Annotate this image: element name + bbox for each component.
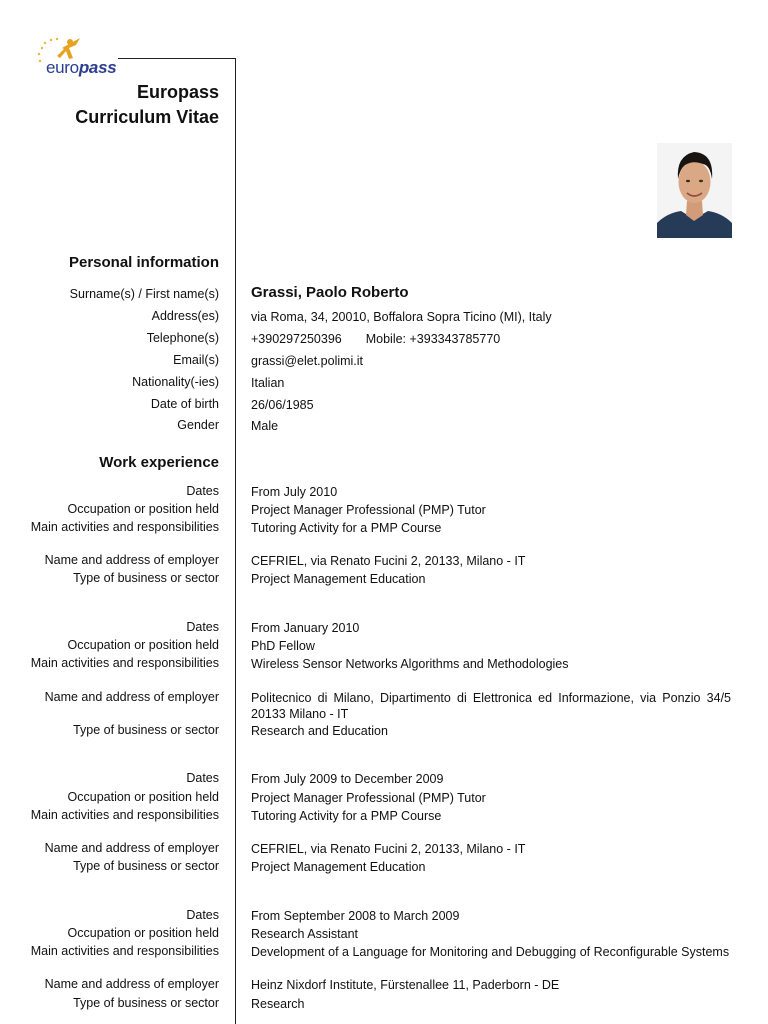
email-label: Email(s) xyxy=(173,353,219,367)
entry-employer: CEFRIEL, via Renato Fucini 2, 20133, Milano - IT xyxy=(251,554,526,568)
activities-label: Main activities and responsibilities xyxy=(30,944,219,958)
occupation-label: Occupation or position held xyxy=(67,502,219,516)
entry-occupation: Project Manager Professional (PMP) Tutor xyxy=(251,503,486,517)
entry-sector: Research xyxy=(251,997,305,1011)
gender-label: Gender xyxy=(177,418,219,432)
entry-employer: Politecnico di Milano, Dipartimento di Elettronica ed Informazione, via Ponzio 34/5 20133 Milano - IT xyxy=(251,691,731,721)
entry-employer: Heinz Nixdorf Institute, Fürstenallee 11, Paderborn - DE xyxy=(251,978,560,992)
address-label: Address(es) xyxy=(151,309,219,323)
header-rule xyxy=(118,58,236,59)
sector-label: Type of business or sector xyxy=(73,571,219,585)
mobile-number: Mobile: +393343785770 xyxy=(365,332,501,346)
sector-label: Type of business or sector xyxy=(73,859,219,873)
activities-label: Main activities and responsibilities xyxy=(30,520,219,534)
dates-label: Dates xyxy=(186,771,219,785)
europass-logo xyxy=(36,34,126,80)
dates-label: Dates xyxy=(186,908,219,922)
nationality-value: Italian xyxy=(251,376,285,390)
column-divider xyxy=(235,58,236,1024)
entry-dates: From July 2010 xyxy=(251,485,338,499)
telephone-label: Telephone(s) xyxy=(146,331,219,345)
cv-title-line1: Europass xyxy=(136,82,219,102)
sector-label: Type of business or sector xyxy=(73,723,219,737)
entry-activities: Tutoring Activity for a PMP Course xyxy=(251,809,442,823)
entry-employer: CEFRIEL, via Renato Fucini 2, 20133, Milano - IT xyxy=(251,842,526,856)
entry-occupation: Research Assistant xyxy=(251,927,358,941)
employer-label: Name and address of employer xyxy=(44,977,219,991)
employer-label: Name and address of employer xyxy=(44,553,219,567)
entry-occupation: PhD Fellow xyxy=(251,639,315,653)
cv-title-line2: Curriculum Vitae xyxy=(75,107,219,127)
profile-photo xyxy=(657,143,732,238)
dob-label: Date of birth xyxy=(150,397,219,411)
entry-dates: From July 2009 to December 2009 xyxy=(251,772,444,786)
employer-label: Name and address of employer xyxy=(44,841,219,855)
full-name: Grassi, Paolo Roberto xyxy=(251,284,409,301)
occupation-label: Occupation or position held xyxy=(67,790,219,804)
phone-number: +390297250396 xyxy=(251,332,342,346)
address-value: via Roma, 34, 20010, Boffalora Sopra Ticino (MI), Italy xyxy=(251,310,552,324)
occupation-label: Occupation or position held xyxy=(67,638,219,652)
employer-label: Name and address of employer xyxy=(44,690,219,704)
occupation-label: Occupation or position held xyxy=(67,926,219,940)
entry-activities: Development of a Language for Monitoring and Debugging of Reconfigurable Systems xyxy=(251,945,730,959)
personal-info-heading: Personal information xyxy=(68,254,219,271)
name-label: Surname(s) / First name(s) xyxy=(69,287,219,301)
sector-label: Type of business or sector xyxy=(73,996,219,1010)
gender-value: Male xyxy=(251,419,279,433)
work-experience-heading: Work experience xyxy=(99,454,219,471)
activities-label: Main activities and responsibilities xyxy=(30,656,219,670)
entry-dates: From January 2010 xyxy=(251,621,360,635)
dates-label: Dates xyxy=(186,484,219,498)
email-value: grassi@elet.polimi.it xyxy=(251,354,364,368)
logo-text: europass xyxy=(46,58,117,77)
entry-sector: Research and Education xyxy=(251,724,388,738)
entry-activities: Tutoring Activity for a PMP Course xyxy=(251,521,442,535)
telephone-value xyxy=(251,331,731,347)
entry-occupation: Project Manager Professional (PMP) Tutor xyxy=(251,791,486,805)
dob-value: 26/06/1985 xyxy=(251,398,314,412)
dates-label: Dates xyxy=(186,620,219,634)
entry-sector: Project Management Education xyxy=(251,572,426,586)
nationality-label: Nationality(-ies) xyxy=(132,375,219,389)
entry-dates: From September 2008 to March 2009 xyxy=(251,909,460,923)
entry-activities: Wireless Sensor Networks Algorithms and Methodologies xyxy=(251,657,569,671)
activities-label: Main activities and responsibilities xyxy=(30,808,219,822)
entry-sector: Project Management Education xyxy=(251,860,426,874)
